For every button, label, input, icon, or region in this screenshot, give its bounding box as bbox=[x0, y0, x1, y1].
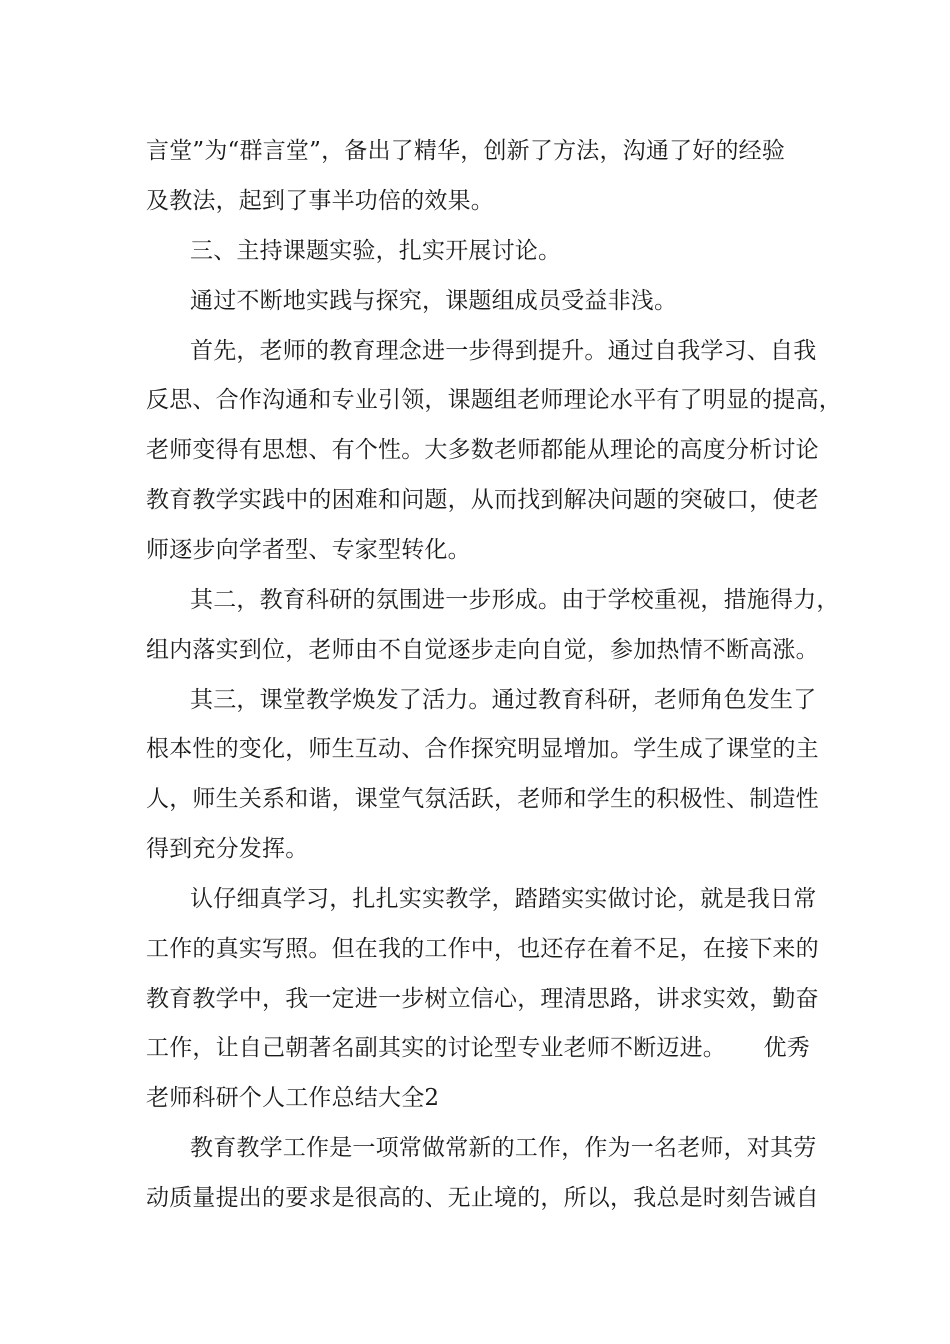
text-line: 师逐步向学者型、专家型转化。 bbox=[146, 537, 471, 563]
text-line: 通过不断地实践与探究，课题组成员受益非浅。 bbox=[190, 288, 678, 314]
text-line: 根本性的变化，师生互动、合作探究明显增加。学生成了课堂的主 bbox=[146, 736, 819, 762]
text-line: 得到充分发挥。 bbox=[146, 836, 309, 862]
text-line: 工作，让自己朝著名副其实的讨论型专业老师不断迈进。 优秀 bbox=[146, 1035, 810, 1061]
text-line: 首先，老师的教育理念进一步得到提升。通过自我学习、自我 bbox=[190, 338, 817, 364]
text-line: 反思、合作沟通和专业引领，课题组老师理论水平有了明显的提高， bbox=[146, 387, 842, 413]
section-heading: 三、主持课题实验，扎实开展讨论。 bbox=[190, 238, 562, 264]
text-line: 教育教学中，我一定进一步树立信心，理清思路，讲求实效，勤奋 bbox=[146, 986, 819, 1012]
text-line: 组内落实到位，老师由不自觉逐步走向自觉，参加热情不断高涨。 bbox=[146, 637, 819, 663]
text-line: 工作的真实写照。但在我的工作中，也还存在着不足，在接下来的 bbox=[146, 936, 819, 962]
text-line: 教育教学工作是一项常做常新的工作，作为一名老师，对其劳 bbox=[190, 1135, 817, 1161]
document-title: 老师科研个人工作总结大全2 bbox=[146, 1085, 440, 1111]
text-line: 其三，课堂教学焕发了活力。通过教育科研，老师角色发生了 bbox=[190, 687, 817, 713]
text-line: 认仔细真学习，扎扎实实教学，踏踏实实做讨论，就是我日常 bbox=[190, 886, 817, 912]
text-line: 人，师生关系和谐，课堂气氛活跃，老师和学生的积极性、制造性 bbox=[146, 786, 819, 812]
text-line: 老师变得有思想、有个性。大多数老师都能从理论的高度分析讨论 bbox=[146, 437, 819, 463]
text-line: 及教法，起到了事半功倍的效果。 bbox=[146, 188, 494, 214]
text-line: 言堂”为“群言堂”，备出了精华，创新了方法，沟通了好的经验 bbox=[146, 138, 786, 164]
text-line: 教育教学实践中的困难和问题，从而找到解决问题的突破口，使老 bbox=[146, 487, 819, 513]
text-line: 其二，教育科研的氛围进一步形成。由于学校重视，措施得力， bbox=[190, 587, 840, 613]
text-line: 动质量提出的要求是很高的、无止境的，所以，我总是时刻告诫自 bbox=[146, 1185, 819, 1211]
